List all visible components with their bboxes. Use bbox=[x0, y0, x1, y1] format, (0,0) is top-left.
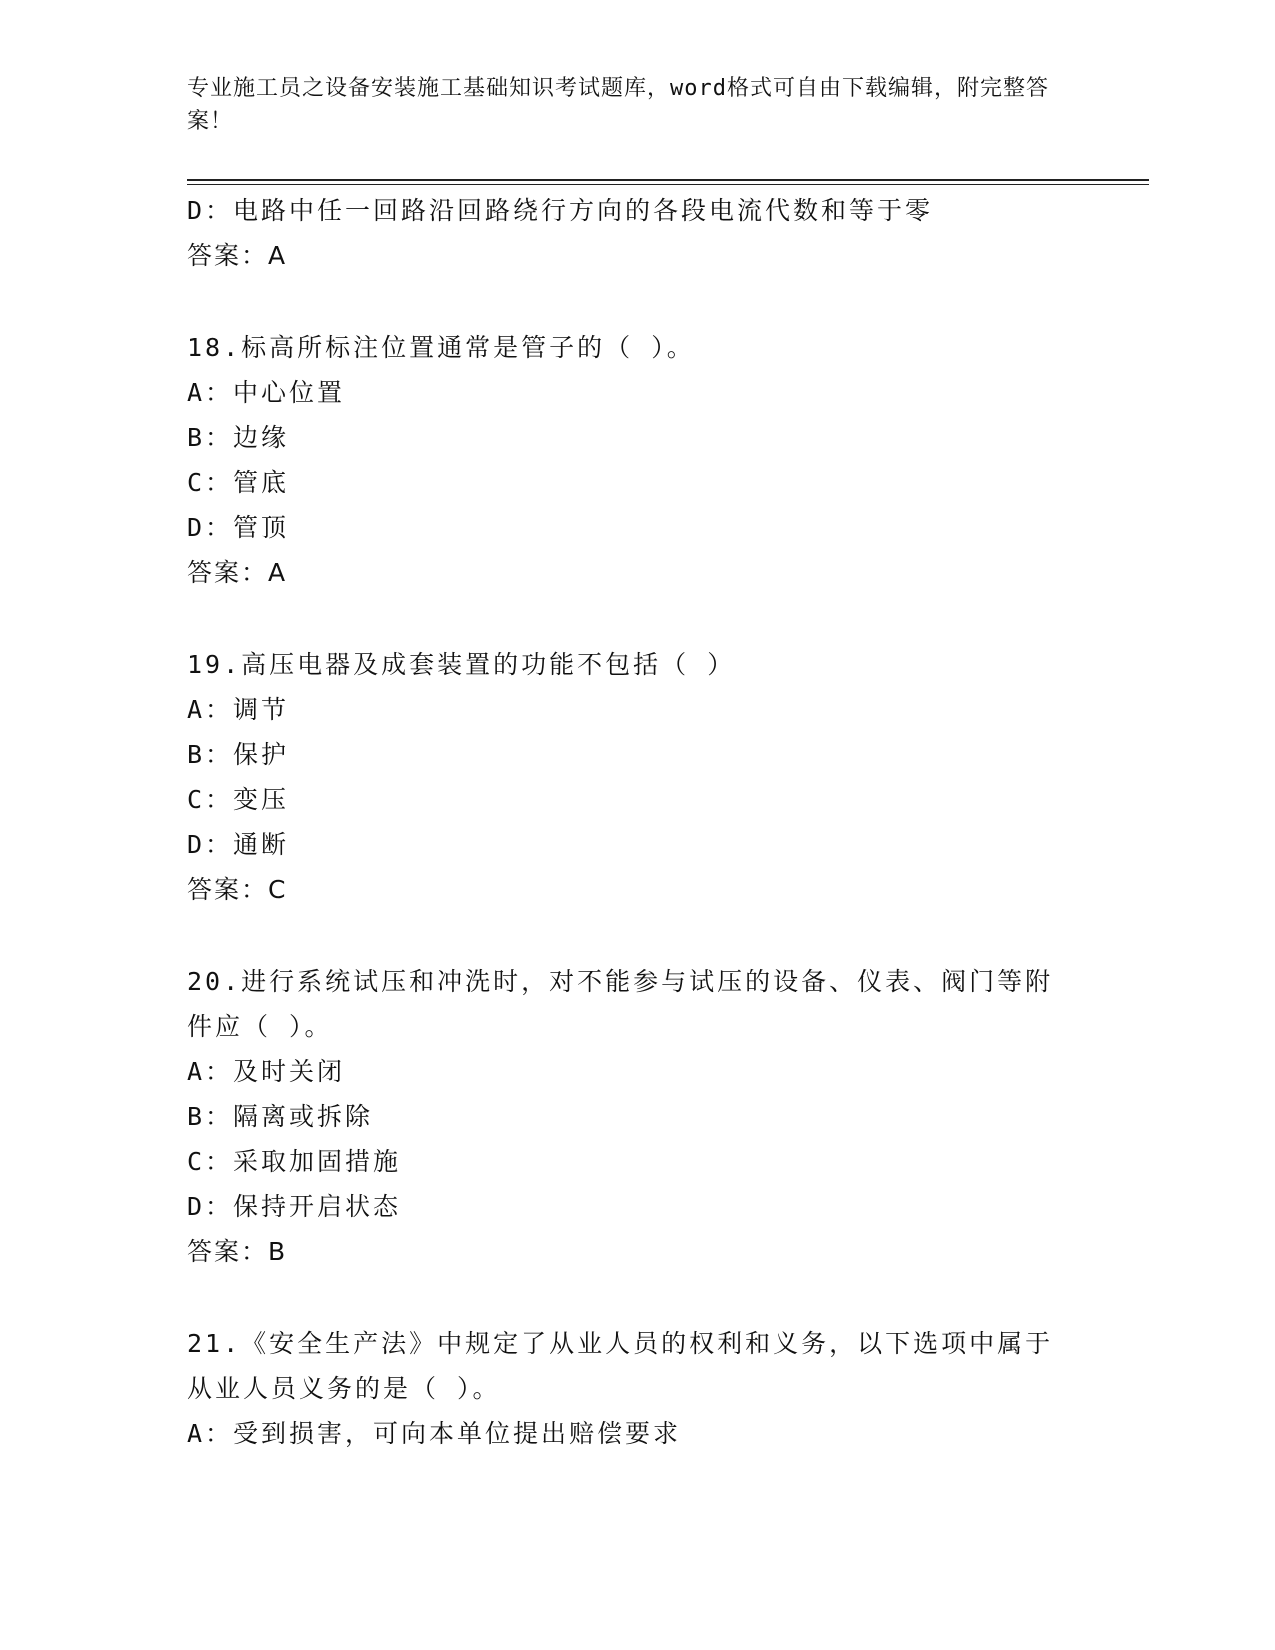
option-c: C：变压 bbox=[187, 785, 290, 814]
option-d: D：电路中任一回路沿回路绕行方向的各段电流代数和等于零 bbox=[187, 196, 934, 225]
question-title: 18.标高所标注位置通常是管子的（ ）。 bbox=[187, 333, 695, 362]
question-title-line-2: 从业人员义务的是（ ）。 bbox=[187, 1374, 501, 1403]
question-title: 19.高压电器及成套装置的功能不包括（ ） bbox=[187, 650, 736, 679]
option-c: C：管底 bbox=[187, 468, 290, 497]
answer: 答案：A bbox=[187, 558, 288, 587]
question-21 bbox=[187, 1321, 1087, 1456]
answer: 答案：C bbox=[187, 875, 288, 904]
option-d: D：保持开启状态 bbox=[187, 1192, 402, 1221]
option-a: A：中心位置 bbox=[187, 378, 346, 407]
question-18 bbox=[187, 325, 1087, 595]
question-19 bbox=[187, 642, 1087, 912]
answer: 答案：A bbox=[187, 241, 288, 270]
option-a: A：受到损害，可向本单位提出赔偿要求 bbox=[187, 1419, 682, 1448]
document-header: 专业施工员之设备安装施工基础知识考试题库，word格式可自由下载编辑，附完整答案！ bbox=[187, 76, 1049, 134]
option-a: A：及时关闭 bbox=[187, 1057, 346, 1086]
option-c: C：采取加固措施 bbox=[187, 1147, 402, 1176]
question-title-line-2: 件应（ ）。 bbox=[187, 1012, 333, 1041]
option-d: D：通断 bbox=[187, 830, 290, 859]
question-17-fragment bbox=[187, 188, 1087, 278]
question-20 bbox=[187, 959, 1087, 1274]
header-divider-thick bbox=[187, 179, 1149, 181]
header-divider-thin bbox=[187, 184, 1149, 185]
question-title-line-1: 21.《安全生产法》中规定了从业人员的权利和义务，以下选项中属于 bbox=[187, 1329, 1054, 1358]
question-title-line-1: 20.进行系统试压和冲洗时，对不能参与试压的设备、仪表、阀门等附 bbox=[187, 967, 1054, 996]
option-b: B：隔离或拆除 bbox=[187, 1102, 374, 1131]
question-content bbox=[187, 188, 1087, 1456]
option-a: A：调节 bbox=[187, 695, 290, 724]
option-b: B：边缘 bbox=[187, 423, 290, 452]
option-d: D：管顶 bbox=[187, 513, 290, 542]
answer: 答案：B bbox=[187, 1237, 288, 1266]
option-b: B：保护 bbox=[187, 740, 290, 769]
